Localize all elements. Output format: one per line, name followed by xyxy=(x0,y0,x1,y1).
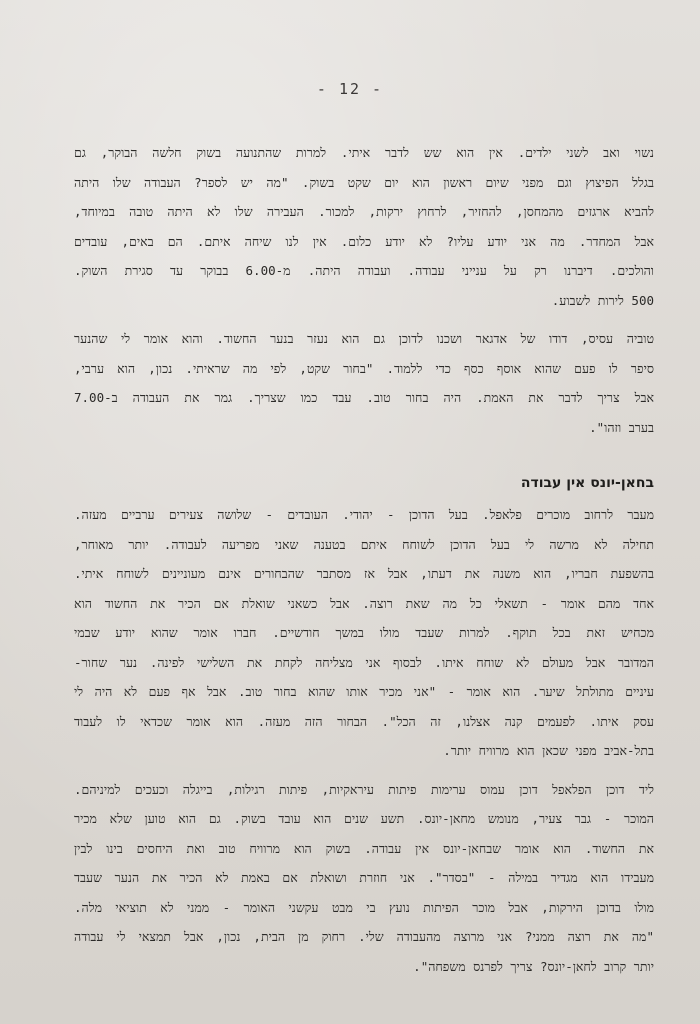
text-line: אבל המחדר. מה אני יודע עליו? לא יודע כלום. אין לנו שיחה איתם. הם באים, עובדים xyxy=(74,233,654,249)
paragraph xyxy=(74,324,654,442)
text-line: המדובר אבל מעולם לא שוחח איתו. לבסוף אני מצליחה לקחת את השלישי לפינה. נער שחור- xyxy=(74,654,654,670)
text-line: יותר קרוב לחאן-יונס? צריך לפרנס משפחה". xyxy=(413,958,654,974)
text-line: בתל-אביב מפני שכאן הוא מרוויח יותר. xyxy=(443,743,654,758)
paragraph xyxy=(74,138,654,315)
text-line: טוביה עסיס, דודו של אדגאר ושכנו לדוכן גם הוא נעזר בנער החשוד. והוא אומר לי שהנער xyxy=(74,331,654,346)
paragraph xyxy=(74,500,654,766)
page-number: - 12 - xyxy=(316,80,384,98)
text-line: בערב וזהו". xyxy=(589,419,654,435)
text-line: עיניים מתולתל שיער. הוא אומר - "אני מכיר אותו שהוא בחור טוב. אבל אף פעם לא היה לי xyxy=(74,684,654,699)
text-line: 500 לירות לשבוע. xyxy=(551,292,654,308)
text-line: סיפר לו פעם שהוא אוסף כסף כדי ללמוד. "בחור שקט, לפי מה שראיתי. נכון, הוא ערבי, xyxy=(74,360,654,376)
text-line: מולו בדוכן הירקות, אבל מוכר הפיתות נועץ בי מבט עקשני האומר - ממני לא תוציאי מלה. xyxy=(74,899,654,915)
text-line: אחד מהם אומר - תשאלי כל מה שאת רוצה. אבל כשאני שואלת אם הכיר את החשוד הוא xyxy=(74,595,654,611)
text-line: ליד דוכן הפלאפל דוכן עמוס ערימות פיתות עיראקיות, פיתות רגילות, בייגלה וכעכים למיניהם. xyxy=(74,781,654,797)
text-line: "מה את רוצה ממני? אני מרוצה מהעבודה שלי. רחוק מן הבית, נכון, אבל תמצאי לי עבודה xyxy=(74,929,654,944)
text-line: אבל צריך לדבר את האמת. היה בחור טוב. עבד כמו שצריך. גמר את העבודה ב-7.00 xyxy=(74,390,654,405)
text-line: את החשוד. הוא אומר שבחאן-יונס אין עבודה. בשוק הוא מרוויח טוב ואת היחסים בינו לבין xyxy=(74,840,654,856)
paragraph xyxy=(74,775,654,982)
text-line: בהשפעת חבריו, הוא משנה את דעתו, אבל אז מסתבר שהבחורים אינם מעוניינים לשוחח איתי. xyxy=(74,566,654,581)
text-line: מעבידו הוא מגדיר במילה - "בסדר". אני חוזרת ושואלת אם באמת לא הכיר את הנער שעבד xyxy=(74,870,654,885)
text-line: מעבר לרחוב מוכרים פלאפל. בעל הדוכן - יהודי. העובדים - שלושה צעירים ערביים מעזה. xyxy=(74,507,654,522)
text-line: עסק איתו. לפעמים קנה אצלנו, זה הכל". הבחור הזה מעזה. הוא אומר שכדאי לו לעבוד xyxy=(74,713,654,729)
text-line: המוכר - גבר צעיר, מנומש מחאן-יונס. תשע שנים הוא עובד בשוק. גם הוא טוען שלא מכיר xyxy=(74,811,654,826)
text-line: נשוי ואב לשני ילדים. אין הוא שש לדבר איתי. למרות שהתנועה בשוק חלשה הבוקר, גם xyxy=(74,145,654,160)
text-line: תחילה לא מרשה לי בעל הדוכן לשוחח איתם בטענה שאני מפריעה לעבודה. יותר מאוחר, xyxy=(74,536,654,552)
article-body xyxy=(74,138,654,990)
text-line: מכחיש זאת בכל תוקף. למרות שעבד מולו במשך חודשיים. חברו אומר שהוא יודע שבמי xyxy=(74,625,654,640)
text-line: להביא ארגזים מהמחסן, להחזיר, לרחוץ ירקות, למכור. העבירה שלו לא היתה טובה במיוחד, xyxy=(74,204,654,219)
text-line: בגלל הפיצוץ וגם מפני שיום ראשון הוא יום שקט בשוק. "מה יש לספר? העבודה שלו היתה xyxy=(74,174,654,190)
text-line: והולכים. דיברנו רק על ענייני עבודה. ועבודה היתה. מ-6.00 בבוקר עד סגירת השוק. xyxy=(74,263,654,278)
section-heading: בחאן-יונס אין עבודה xyxy=(520,475,654,491)
